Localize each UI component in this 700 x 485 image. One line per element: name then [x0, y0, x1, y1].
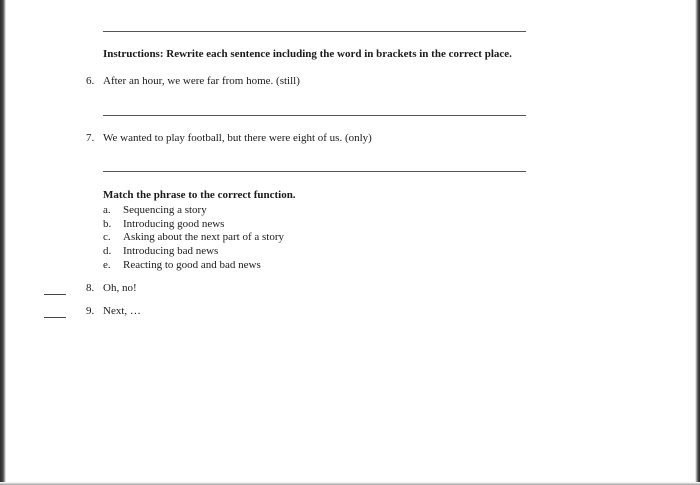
option-item [103, 218, 224, 231]
match-number: 8. [86, 282, 95, 294]
option-letter: e. [103, 259, 111, 271]
sentence-text: We wanted to play football, but there were eight of us. (only) [103, 132, 372, 144]
instructions-text: Rewrite each sentence including the word in brackets in the correct place. [166, 48, 512, 60]
page-edge-right [695, 0, 700, 485]
answer-line-6[interactable] [103, 115, 526, 116]
match-item [86, 282, 137, 295]
option-item [103, 259, 261, 272]
sentence-number: 7. [86, 132, 95, 144]
instructions [103, 48, 512, 61]
option-text: Asking about the next part of a story [123, 231, 284, 243]
sentence-number: 6. [86, 75, 95, 87]
sentence-item [86, 132, 372, 145]
sentence-text: After an hour, we were far from home. (still) [103, 75, 300, 87]
option-item [103, 204, 207, 217]
option-text: Reacting to good and bad news [123, 259, 261, 271]
match-heading: Match the phrase to the correct function. [103, 189, 296, 201]
option-item [103, 245, 218, 258]
match-text: Oh, no! [103, 282, 137, 294]
sentence-item [86, 75, 300, 88]
answer-line-top [103, 31, 526, 32]
option-letter: b. [103, 218, 112, 230]
option-letter: c. [103, 231, 111, 243]
option-item [103, 231, 284, 244]
option-letter: d. [103, 245, 112, 257]
match-item [86, 305, 141, 318]
option-text: Introducing bad news [123, 245, 219, 257]
answer-line-7[interactable] [103, 171, 526, 172]
option-letter: a. [103, 204, 111, 216]
option-text: Sequencing a story [123, 204, 207, 216]
answer-blank-9[interactable] [44, 317, 66, 318]
page-edge-left [0, 0, 6, 485]
answer-blank-8[interactable] [44, 294, 66, 295]
instructions-label: Instructions: [103, 48, 164, 60]
match-text: Next, … [103, 305, 141, 317]
match-number: 9. [86, 305, 95, 317]
option-text: Introducing good news [123, 218, 225, 230]
